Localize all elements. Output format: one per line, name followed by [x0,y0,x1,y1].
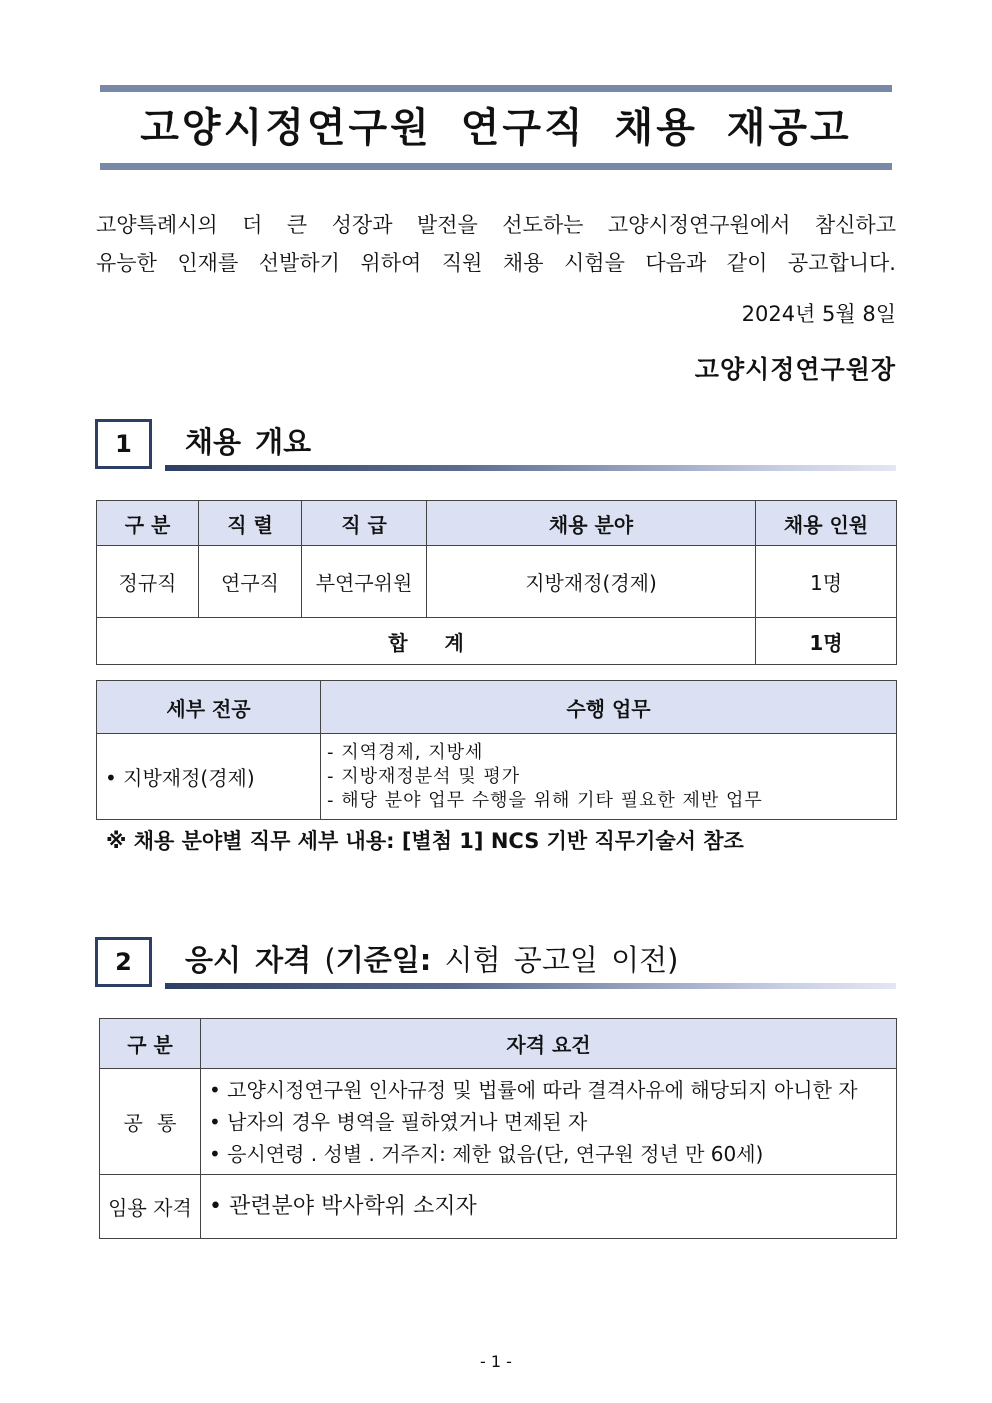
requirement-item: • 응시연령 . 성별 . 거주지: 제한 없음(단, 연구원 정년 만 60세) [209,1141,764,1166]
page-title: 고양시정연구원 연구직 채용 재공고 [140,105,852,151]
cell-grade: 부연구위원 [302,546,427,618]
signer: 고양시정연구원장 [694,355,896,384]
table-row [97,546,897,618]
cell-major: • 지방재정(경제) [97,734,321,820]
section-2-paren-open: ( [311,943,336,977]
header-category: 구 분 [97,501,199,546]
header-headcount: 채용 인원 [756,501,897,546]
cell-duties [321,734,897,820]
section-1-title-text: 채용 개요 [185,425,312,459]
duty-item: - 지역경제, 지방세 [327,741,484,763]
section-2-title [185,940,678,980]
requirement-item: • 고양시정연구원 인사규정 및 법률에 따라 결격사유에 해당되지 아니한 자 [209,1077,858,1102]
duty-item: - 해당 분야 업무 수행을 위해 기타 필요한 제반 업무 [327,789,763,811]
duties-header-row [97,681,897,734]
header-grade: 직 급 [302,501,427,546]
section-2-title-bold2: 기준일: [335,943,432,977]
recruitment-header-row [97,501,897,546]
header-requirements: 자격 요건 [201,1019,897,1069]
cell-common-label: 공 통 [100,1069,201,1175]
duty-item: - 지방재정분석 및 평가 [327,765,521,787]
qualification-table [99,1018,897,1239]
cell-series: 연구직 [199,546,302,618]
intro-line-2: 유능한 인재를 선발하기 위하여 직원 채용 시험을 다음과 같이 공고합니다. [96,251,896,275]
cell-category: 정규직 [97,546,199,618]
cell-common-items [201,1069,897,1175]
total-row [97,618,897,665]
cell-appoint-label: 임용 자격 [100,1175,201,1239]
section-1-title [185,422,311,462]
header-duties: 수행 업무 [321,681,897,734]
cell-headcount: 1명 [756,546,897,618]
page-number: - 1 - [480,1352,512,1371]
section-1-bar [165,465,896,471]
reference-note: ※ 채용 분야별 직무 세부 내용: [별첨 1] NCS 기반 직무기술서 참조 [106,829,744,853]
cell-appoint-item: • 관련분야 박사학위 소지자 [201,1175,897,1239]
recruitment-table [96,500,897,665]
header-major: 세부 전공 [97,681,321,734]
title-top-rule [100,85,892,92]
table-row [100,1069,897,1175]
title-bottom-rule [100,163,892,170]
header-series: 직 렬 [199,501,302,546]
section-1-number: 1 [95,419,152,469]
intro-paragraph [96,206,896,282]
requirement-item: • 남자의 경우 병역을 필하였거나 면제된 자 [209,1109,588,1134]
header-category: 구 분 [100,1019,201,1069]
section-2-title-bold: 응시 자격 [185,943,312,977]
total-label: 합 계 [97,618,756,665]
section-2-bar [165,983,896,989]
table-row [97,734,897,820]
qualification-header-row [100,1019,897,1069]
section-2-title-rest: 시험 공고일 이전) [431,943,679,977]
cell-field: 지방재정(경제) [427,546,756,618]
duties-table [96,680,897,820]
announcement-date: 2024년 5월 8일 [741,302,896,326]
header-field: 채용 분야 [427,501,756,546]
section-2-number: 2 [95,937,152,987]
intro-line-1: 고양특례시의 더 큰 성장과 발전을 선도하는 고양시정연구원에서 참신하고 [96,213,896,237]
total-value: 1명 [756,618,897,665]
table-row [100,1175,897,1239]
